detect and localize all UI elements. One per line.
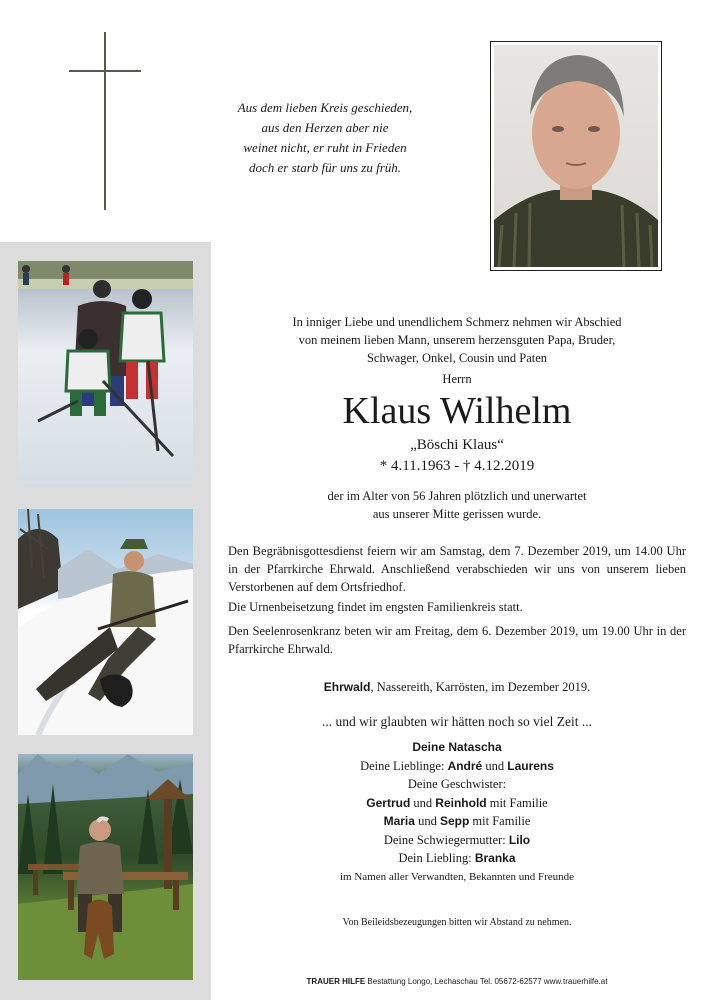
- mourners-conj: und: [482, 758, 508, 773]
- mourners-conj: und: [414, 814, 440, 828]
- mourners-conj: und: [410, 795, 436, 810]
- mourner-name: Branka: [474, 851, 516, 865]
- funeral-text: Den Begräbnisgottesdienst feiern wir am Samstag, dem 7. Dezember 2019, um 14.00 Uhr in der Pfarrkirche Ehrwald. Anschließend verabschieden wir uns von unserem lieben Verstorbenen auf dem Ortsfriedhof.: [228, 544, 686, 594]
- intro-line: Schwager, Onkel, Cousin und Paten: [366, 351, 548, 365]
- age-line: aus unserer Mitte gerissen wurde.: [372, 507, 542, 521]
- mourner-name: Lilo: [508, 832, 531, 847]
- mourner-natascha: Deine Natascha: [412, 740, 502, 754]
- poem-line: aus den Herzen aber nie: [261, 120, 389, 135]
- place-date: [228, 678, 686, 696]
- footer-brand: TRAUER HILFE: [306, 977, 366, 986]
- photo-ice-hockey: [18, 261, 193, 487]
- intro-text: [228, 313, 686, 367]
- age-line: der im Alter von 56 Jahren plötzlich und unerwartet: [327, 489, 587, 503]
- mourner-name: André: [447, 758, 483, 773]
- poem: [205, 98, 445, 178]
- age-text: [228, 487, 686, 523]
- intro-line: In inniger Liebe und unendlichem Schmerz nehmen wir Abschied: [292, 315, 622, 329]
- poem-line: Aus dem lieben Kreis geschieden,: [237, 100, 413, 115]
- urn-text: Die Urnenbeisetzung findet im engsten Familienkreis statt.: [228, 600, 523, 614]
- photo-bench-dog-scene: [18, 754, 193, 980]
- mourners-suffix: mit Familie: [469, 814, 531, 828]
- cross-icon-bar: [69, 70, 141, 72]
- mourners-suffix: mit Familie: [486, 795, 548, 810]
- mourner-name: Reinhold: [435, 795, 487, 810]
- footer: [228, 977, 686, 986]
- mourners-line3: Deine Geschwister:: [407, 777, 507, 791]
- mourners-label: Deine Schwiegermutter:: [383, 832, 509, 847]
- mourner-name: Sepp: [439, 814, 470, 828]
- mourners-label: Deine Lieblinge:: [360, 758, 448, 773]
- mourners-label: Dein Liebling:: [398, 851, 475, 865]
- intro-line: von meinem lieben Mann, unserem herzensguten Papa, Bruder,: [298, 333, 616, 347]
- poem-line: doch er starb für uns zu früh.: [248, 160, 402, 175]
- poem-line: weinet nicht, er ruht in Frieden: [243, 140, 407, 155]
- mourner-name: Maria: [383, 814, 415, 828]
- mourners-line4: [228, 794, 686, 813]
- mourners-list: [228, 738, 686, 886]
- deceased-dates: * 4.11.1963 - † 4.12.2019: [379, 458, 535, 474]
- mourner-name: Laurens: [507, 758, 554, 773]
- portrait-figure: [494, 45, 658, 267]
- salutation: Herrn: [442, 372, 472, 386]
- photo-ice-hockey-scene: [18, 261, 193, 487]
- portrait-image: [494, 45, 658, 267]
- place-rest: , Nassereith, Karrösten, im Dezember 2019.: [370, 680, 591, 694]
- condolence-note: Von Beileidsbezeugungen bitten wir Abstand zu nehmen.: [342, 917, 572, 928]
- deceased-nickname: „Böschi Klaus“: [410, 437, 504, 453]
- photo-bench-dog: [18, 754, 193, 980]
- photo-snow-hunter-scene: [18, 509, 193, 735]
- cross-icon: [104, 32, 106, 210]
- deceased-name: Klaus Wilhelm: [342, 390, 572, 432]
- footer-details: Bestattung Longo, Lechaschau Tel. 05672-62577 www.trauerhilfe.at: [365, 977, 608, 986]
- mourner-name: Gertrud: [366, 795, 411, 810]
- photo-snow-hunter: [18, 509, 193, 735]
- portrait-photo: [490, 41, 662, 271]
- mourners-line5: [228, 812, 686, 831]
- mourners-line6: [228, 831, 686, 850]
- rosary-text: Den Seelenrosenkranz beten wir am Freitag, dem 6. Dezember 2019, um 19.00 Uhr in der Pfarrkirche Ehrwald.: [228, 624, 686, 656]
- mourners-line2: [228, 757, 686, 776]
- closing-line: ... und wir glaubten wir hätten noch so viel Zeit ...: [322, 714, 592, 729]
- mourners-line7: [228, 849, 686, 868]
- place-bold: Ehrwald: [323, 680, 371, 694]
- mourners-line8: im Namen aller Verwandten, Bekannten und Freunde: [339, 870, 575, 883]
